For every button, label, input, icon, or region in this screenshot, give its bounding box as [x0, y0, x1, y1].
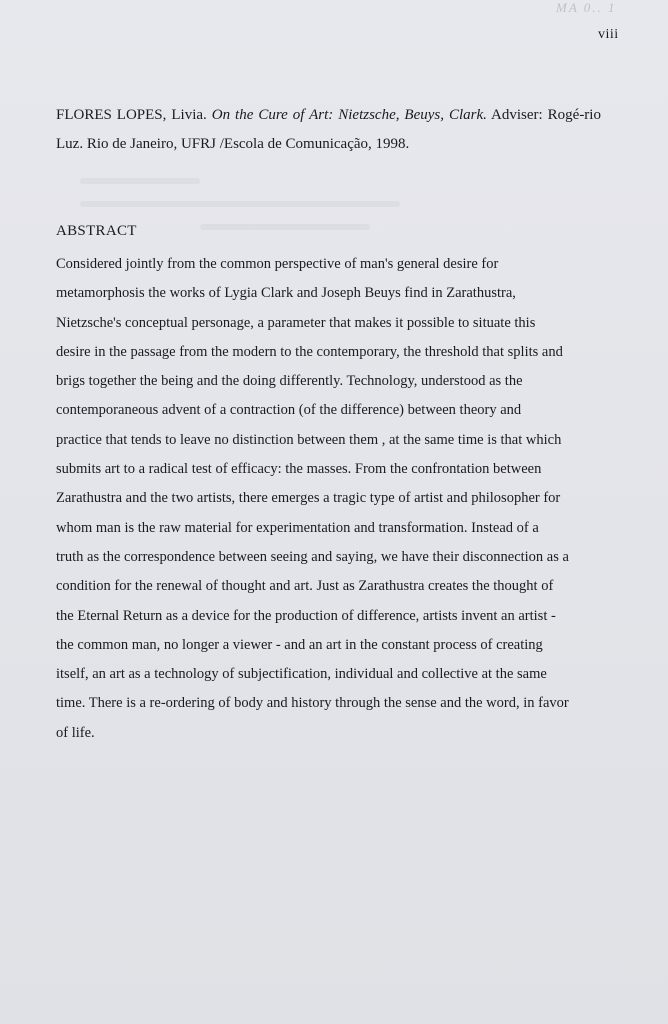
abstract-line: itself, an art as a technology of subjectification, individual and collective at the same	[56, 666, 547, 683]
abstract-line: of life.	[56, 724, 95, 741]
bleed-through-mark	[80, 178, 200, 184]
abstract-line: time. There is a re-ordering of body and history through the sense and the word, in favor	[56, 695, 569, 712]
abstract-line: whom man is the raw material for experimentation and transformation. Instead of a	[56, 519, 539, 536]
abstract-line: the Eternal Return as a device for the production of difference, artists invent an artist -	[56, 607, 556, 624]
page-number: viii	[598, 27, 619, 42]
pencil-annotation: MA 0.. 1	[556, 0, 617, 15]
bleed-through-mark	[200, 224, 370, 230]
abstract-line: metamorphosis the works of Lygia Clark and Joseph Beuys find in Zarathustra,	[56, 285, 516, 302]
abstract-heading: ABSTRACT	[56, 223, 137, 239]
abstract-line: truth as the correspondence between seeing and saying, we have their disconnection as a	[56, 548, 569, 565]
citation	[56, 101, 601, 159]
abstract-line: submits art to a radical test of efficacy: the masses. From the confrontation between	[56, 461, 542, 478]
citation-author: FLORES LOPES, Livia.	[56, 107, 207, 123]
citation-details: Adviser: Rogé-rio Luz. Rio de Janeiro, UFRJ /Escola de Comunicação, 1998.	[56, 107, 601, 152]
abstract-line: brigs together the being and the doing differently. Technology, understood as the	[56, 373, 523, 390]
abstract-line: the common man, no longer a viewer - and an art in the constant process of creating	[56, 636, 543, 653]
abstract-line: desire in the passage from the modern to the contemporary, the threshold that splits and	[56, 343, 563, 360]
abstract-line: condition for the renewal of thought and art. Just as Zarathustra creates the thought of	[56, 578, 554, 595]
abstract-line: Considered jointly from the common perspective of man's general desire for	[56, 256, 499, 272]
abstract-line: Nietzsche's conceptual personage, a parameter that makes it possible to situate this	[56, 314, 536, 331]
citation-title: On the Cure of Art: Nietzsche, Beuys, Clark.	[211, 107, 487, 123]
abstract-body	[56, 250, 616, 748]
bleed-through-mark	[80, 201, 400, 207]
abstract-line: practice that tends to leave no distinction between them , at the same time is that which	[56, 431, 562, 448]
abstract-line: Zarathustra and the two artists, there emerges a tragic type of artist and philosopher for	[56, 490, 561, 507]
abstract-line: contemporaneous advent of a contraction (of the difference) between theory and	[56, 402, 522, 419]
